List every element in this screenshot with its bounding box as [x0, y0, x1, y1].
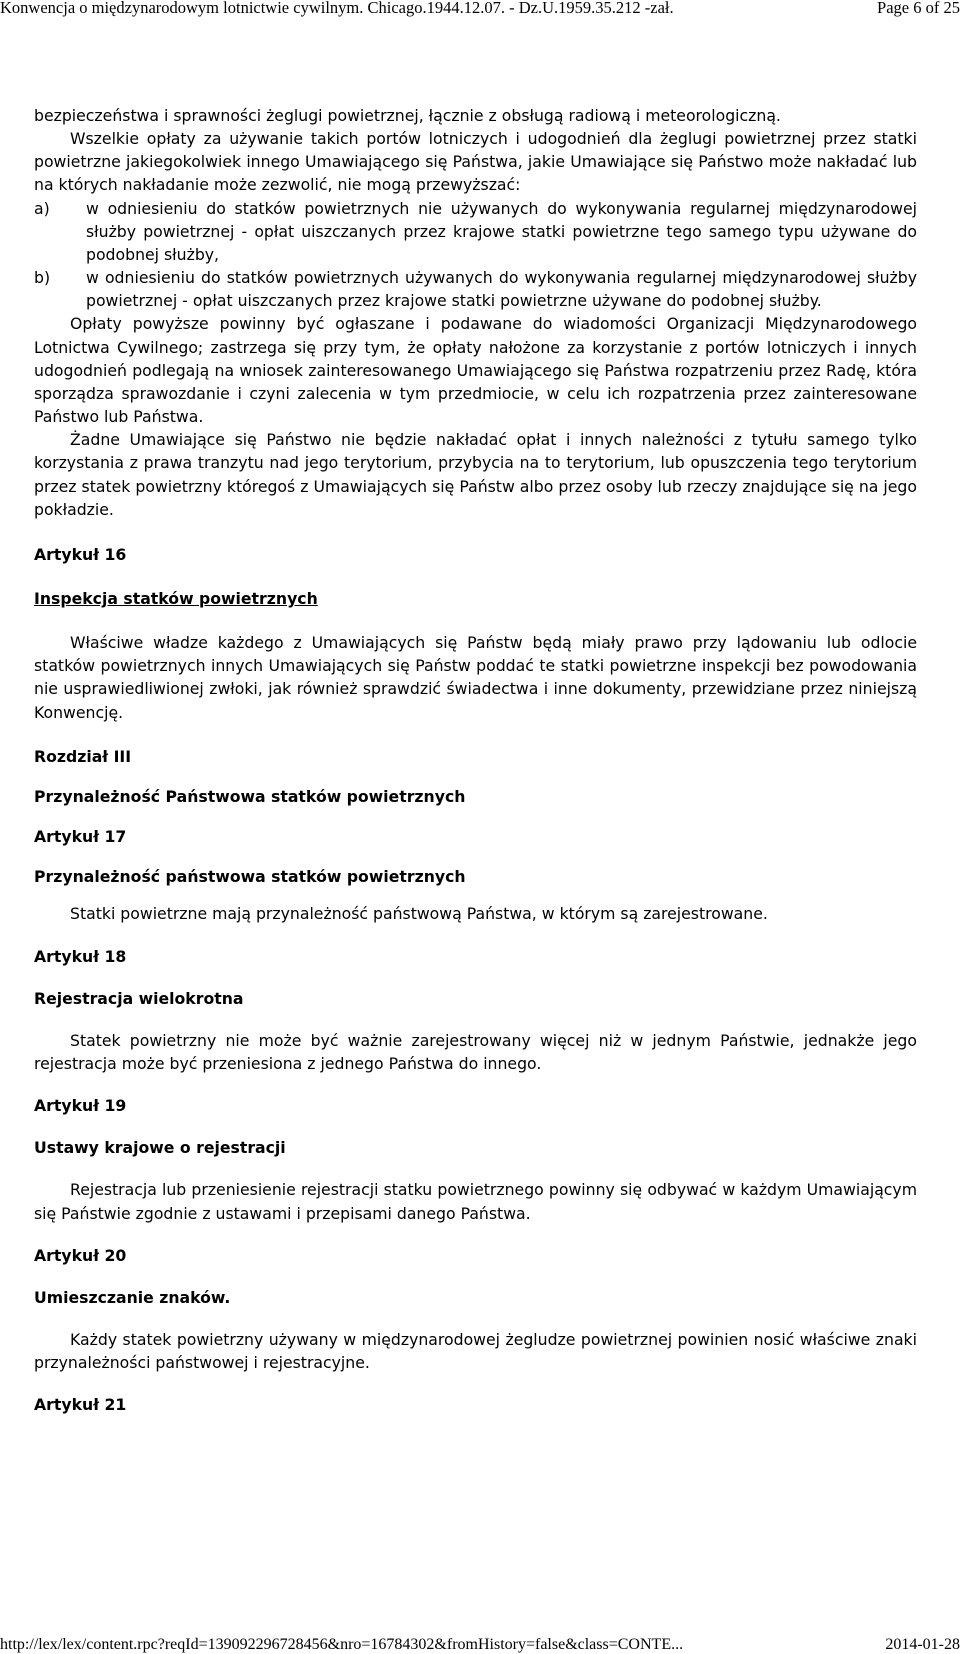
print-footer: [0, 1636, 960, 1654]
article-heading: Artykuł 21: [34, 1395, 127, 1415]
print-date: 2014-01-28: [885, 1636, 960, 1653]
paragraph: Wszelkie opłaty za używanie takich portów lotniczych i udogodnień dla żeglugi powietrznej przez statki powietrzne jakiegokolwiek innego Umawiającego się Państwa, jakie Umawiające się Państwo może nakładać lub na których nakładanie może zezwolić, nie mogą przewyższać:: [34, 129, 917, 195]
list-label: a): [34, 198, 50, 218]
page-number: Page 6 of 25: [877, 0, 960, 17]
article-title: Przynależność państwowa statków powietrznych: [34, 867, 466, 887]
paragraph: Rejestracja lub przeniesienie rejestracji statku powietrznego powinny się odbywać w każdym Umawiającym się Państwie zgodnie z ustawami i przepisami danego Państwa.: [34, 1180, 917, 1223]
list-text: w odniesieniu do statków powietrznych nie używanych do wykonywania regularnej międzynarodowej służby powietrznej - opłat uiszczanych przez krajowe statki powietrzne tego samego typu używane do podobnej służby,: [86, 198, 917, 264]
print-header: [0, 0, 960, 34]
paragraph: Żadne Umawiające się Państwo nie będzie nakładać opłat i innych należności z tytułu samego tylko korzystania z prawa tranzytu nad jego terytorium, przybycia na to terytorium, lub opuszczenia tego terytorium przez statek powietrzny któregoś z Umawiających się Państw albo przez osoby lub rzeczy znajdujące się na jego pokładzie.: [34, 430, 917, 519]
list-item-b: [34, 266, 917, 312]
page-url: http://lex/lex/content.rpc?reqId=139092296728456&nro=16784302&fromHistory=false&class=CONTE...: [0, 1636, 684, 1653]
list-item-a: [34, 197, 917, 266]
article-title: Inspekcja statków powietrznych: [34, 588, 318, 608]
document-title: Konwencja o międzynarodowym lotnictwie cywilnym. Chicago.1944.12.07. - Dz.U.1959.35.212 -zał.: [0, 0, 674, 17]
paragraph: Statki powietrzne mają przynależność państwową Państwa, w którym są zarejestrowane.: [70, 904, 768, 924]
article-title: Ustawy krajowe o rejestracji: [34, 1138, 286, 1158]
paragraph: Statek powietrzny nie może być ważnie zarejestrowany więcej niż w jednym Państwie, jednakże jego rejestracja może być przeniesiona z jednego Państwa do innego.: [34, 1030, 917, 1073]
document-body: [34, 104, 917, 1417]
article-title: Rejestracja wielokrotna: [34, 988, 244, 1008]
article-heading: Artykuł 16: [34, 544, 127, 564]
list-text: w odniesieniu do statków powietrznych używanych do wykonywania regularnej międzynarodowej służby powietrznej - opłat uiszczanych przez krajowe statki powietrzne używane do podobnej służby.: [86, 268, 917, 311]
article-title: Umieszczanie znaków.: [34, 1287, 231, 1307]
paragraph: Opłaty powyższe powinny być ogłaszane i podawane do wiadomości Organizacji Międzynarodowego Lotnictwa Cywilnego; zastrzega się przy tym, że opłaty nałożone za korzystanie z portów lotniczych i innych udogodnień podlegają na wniosek zainteresowanego Umawiającego się Państwa rozpatrzeniu przez Radę, która sporządza sprawozdanie i czyni zalecenia w tym przedmiocie, w celu ich rozpatrzenia przez zainteresowane Państwo lub Państwa.: [34, 314, 917, 427]
list-label: b): [34, 268, 51, 288]
paragraph: Właściwe władze każdego z Umawiających się Państw będą miały prawo przy lądowaniu lub odlocie statków powietrznych innych Umawiających się Państw poddać te statki powietrzne inspekcji bez powodowania nie usprawiedliwionej zwłoki, jak również sprawdzić świadectwa i inne dokumenty, przewidziane przez niniejszą Konwencję.: [34, 633, 917, 722]
paragraph: Każdy statek powietrzny używany w międzynarodowej żegludze powietrznej powinien nosić właściwe znaki przynależności państwowej i rejestracyjne.: [34, 1330, 917, 1373]
article-heading: Artykuł 20: [34, 1245, 127, 1265]
article-heading: Artykuł 18: [34, 946, 127, 966]
paragraph: bezpieczeństwa i sprawności żeglugi powietrznej, łącznie z obsługą radiową i meteorologiczną.: [34, 106, 781, 125]
chapter-title: Przynależność Państwowa statków powietrznych: [34, 786, 466, 806]
article-heading: Artykuł 17: [34, 827, 127, 847]
article-heading: Artykuł 19: [34, 1096, 127, 1116]
chapter-heading: Rozdział III: [34, 746, 132, 766]
